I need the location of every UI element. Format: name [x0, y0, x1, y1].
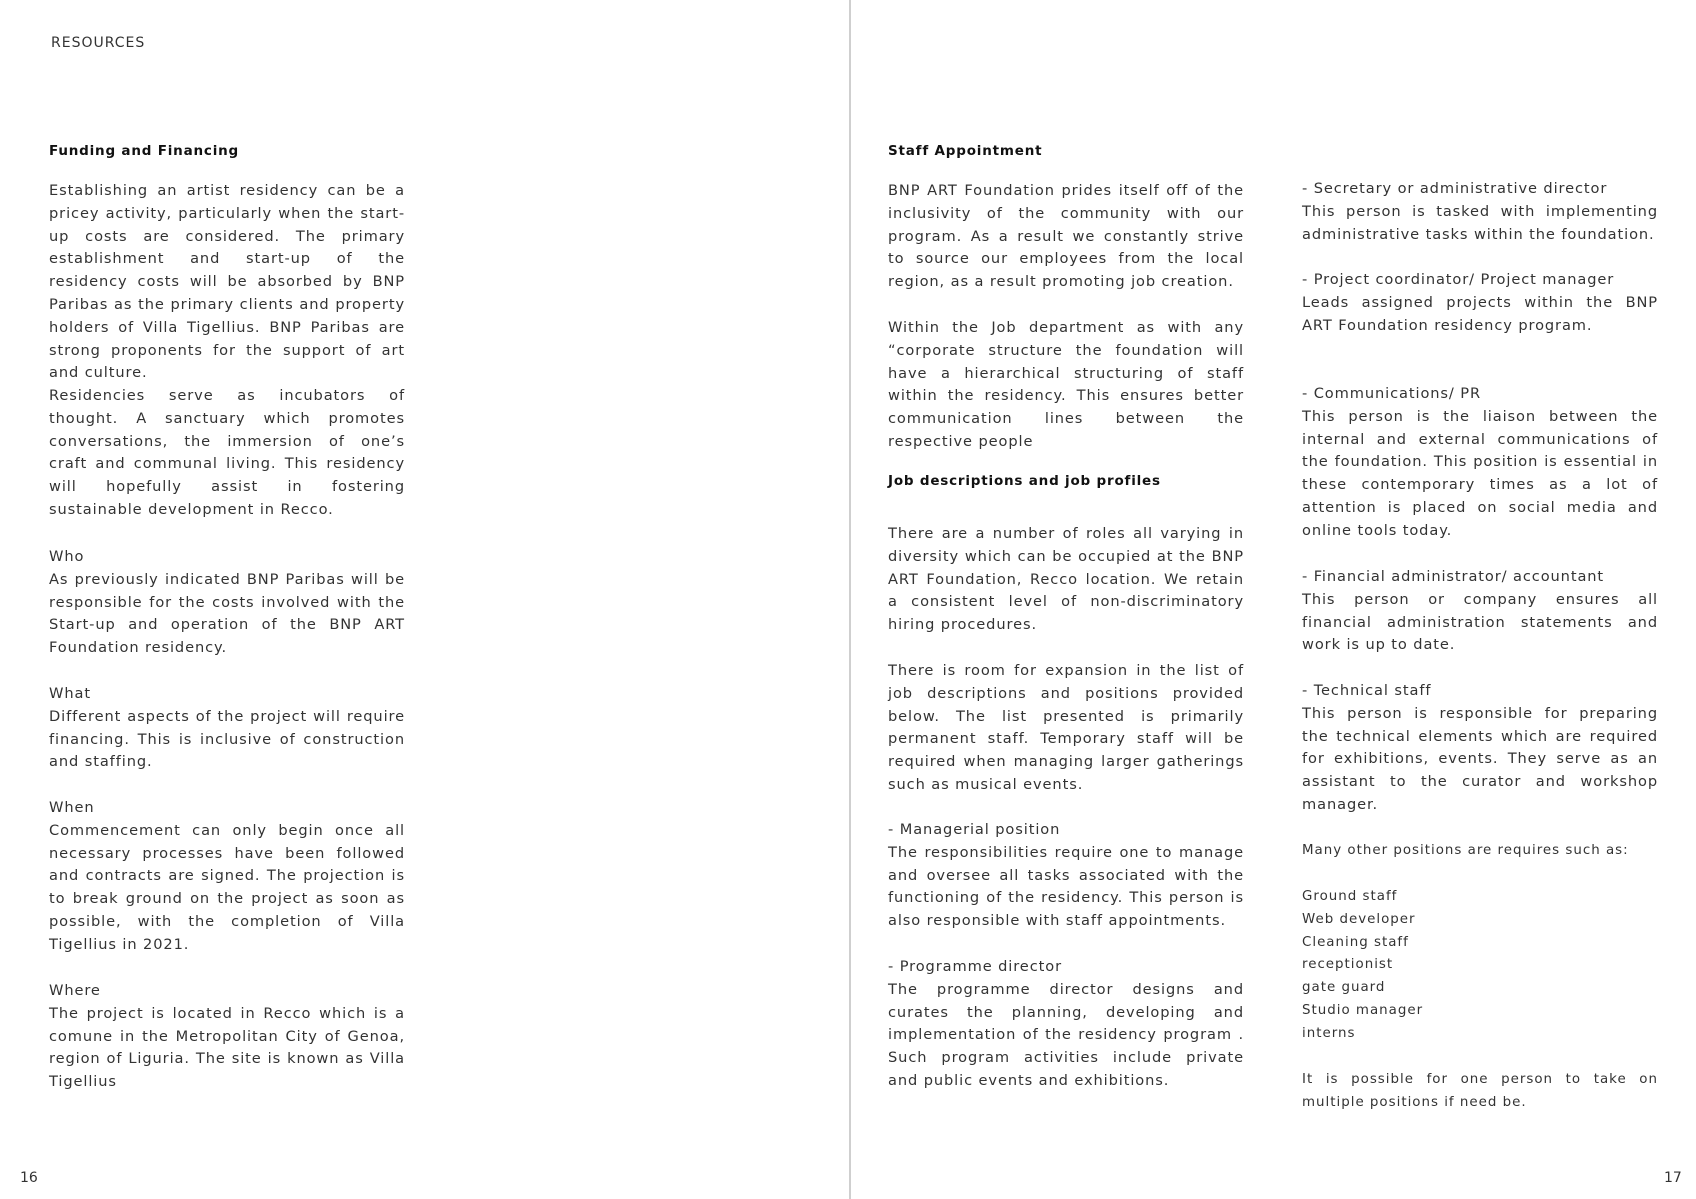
list-item: Web developer — [1302, 911, 1416, 927]
list-item: Cleaning staff — [1302, 934, 1409, 950]
job-p3: There are a number of roles all varying in diversity which can be occupied at the BNP ART Foundation, Recco location. We retain a consistent level of non-discriminatory hiring procedures. — [888, 525, 1244, 634]
when-label: When — [49, 799, 95, 816]
where-block — [49, 980, 405, 1094]
staff-p2: Within the Job department as with any “corporate structure the foundation will have a hierarchical structuring of staff within the residency. This ensures better communication lines between the respective people — [888, 319, 1244, 450]
comms-block — [1302, 383, 1658, 543]
job-p3-block — [888, 523, 1244, 637]
tech-block — [1302, 680, 1658, 817]
funding-heading: Funding and Financing — [49, 143, 240, 159]
page-number-left: 16 — [20, 1170, 38, 1186]
others-list — [1302, 886, 1658, 1046]
where-label: Where — [49, 982, 101, 999]
managerial-text: The responsibilities require one to manage and oversee all tasks associated with the functioning of the residency. This person is also responsible with staff appointments. — [888, 843, 1244, 930]
staff-p1: BNP ART Foundation prides itself off of the inclusivity of the community with our program. As a result we constantly strive to source our employees from the local region, as a result promoting job creation. — [888, 182, 1244, 291]
what-block — [49, 683, 405, 774]
page-number-right: 17 — [1664, 1170, 1682, 1186]
secretary-label: - Secretary or administrative director — [1302, 180, 1608, 197]
others-intro: Many other positions are requires such as: — [1302, 843, 1629, 858]
others-intro-block — [1302, 840, 1658, 863]
finance-text: This person or company ensures all financial administration statements and work is up to date. — [1302, 590, 1658, 654]
job-heading-block — [888, 470, 1244, 493]
list-item: receptionist — [1302, 957, 1394, 973]
when-text: Commencement can only begin once all necessary processes have been followed and contracts are signed. The projection is to break ground on the project as soon as possible, with the completion of Villa Tigellius in 2021. — [49, 821, 405, 953]
page-gutter — [849, 0, 851, 1199]
funding-intro — [49, 180, 405, 385]
secretary-text: This person is tasked with implementing administrative tasks within the foundation. — [1302, 202, 1658, 243]
when-block — [49, 797, 405, 957]
what-label: What — [49, 685, 91, 702]
closing-text: It is possible for one person to take on multiple positions if need be. — [1302, 1072, 1658, 1110]
list-item: interns — [1302, 1025, 1356, 1041]
what-text: Different aspects of the project will require financing. This is inclusive of construction and staffing. — [49, 707, 405, 771]
coordinator-text: Leads assigned projects within the BNP ART Foundation residency program. — [1302, 293, 1658, 334]
left-column — [49, 140, 405, 163]
tech-text: This person is responsible for preparing the technical elements which are required for exhibitions, events. They serve as an assistant to the curator and workshop manager. — [1302, 704, 1658, 813]
finance-label: - Financial administrator/ accountant — [1302, 568, 1605, 585]
staff-p1-block — [888, 180, 1244, 294]
tech-label: - Technical staff — [1302, 682, 1432, 699]
comms-text: This person is the liaison between the internal and external communications of the foundation. This position is essential in these contemporary times as a lot of attention is placed on social media and online tools today. — [1302, 407, 1658, 539]
comms-label: - Communications/ PR — [1302, 385, 1482, 402]
staff-heading: Staff Appointment — [888, 143, 1043, 159]
finance-block — [1302, 566, 1658, 657]
secretary-block — [1302, 178, 1658, 246]
programme-label: - Programme director — [888, 958, 1062, 975]
where-text: The project is located in Recco which is a comune in the Metropolitan City of Genoa, region of Liguria. The site is known as Villa Tigellius — [49, 1004, 405, 1091]
list-item: gate guard — [1302, 980, 1386, 996]
others-list-block — [1302, 886, 1658, 1046]
list-item: Studio manager — [1302, 1002, 1424, 1018]
closing-block — [1302, 1069, 1658, 1115]
section-header: RESOURCES — [51, 35, 146, 51]
job-heading: Job descriptions and job profiles — [888, 473, 1161, 489]
who-block — [49, 546, 405, 660]
programme-block — [888, 956, 1244, 1093]
who-label: Who — [49, 548, 85, 565]
who-text: As previously indicated BNP Paribas will be responsible for the costs involved with the Start-up and operation of the BNP ART Foundation residency. — [49, 570, 405, 657]
incubators-block — [49, 385, 405, 522]
coordinator-label: - Project coordinator/ Project manager — [1302, 271, 1615, 288]
incubators-text: Residencies serve as incubators of thought. A sanctuary which promotes conversations, the immersion of one’s craft and communal living. This residency will hopefully assist in fostering sustainable development in Recco. — [49, 387, 405, 518]
coordinator-block — [1302, 269, 1658, 337]
funding-intro-text: Establishing an artist residency can be a pricey activity, particularly when the start-up costs are considered. The primary establishment and start-up of the residency costs will be absorbed by BNP Paribas as the primary clients and property holders of Villa Tigellius. BNP Paribas are strong proponents for the support of art and culture. — [49, 182, 405, 382]
managerial-block — [888, 819, 1244, 933]
job-p4-block — [888, 660, 1244, 797]
job-p4: There is room for expansion in the list of job descriptions and positions provided below. The list presented is primarily permanent staff. Temporary staff will be required when managing larger gatherings such as musical events. — [888, 662, 1244, 793]
list-item: Ground staff — [1302, 889, 1398, 904]
managerial-label: - Managerial position — [888, 821, 1061, 838]
staff-heading-block — [888, 140, 1244, 163]
programme-text: The programme director designs and curates the planning, developing and implementation of the residency program . Such program activities include private and public events and exhibitions. — [888, 980, 1244, 1089]
staff-p2-block — [888, 317, 1244, 454]
